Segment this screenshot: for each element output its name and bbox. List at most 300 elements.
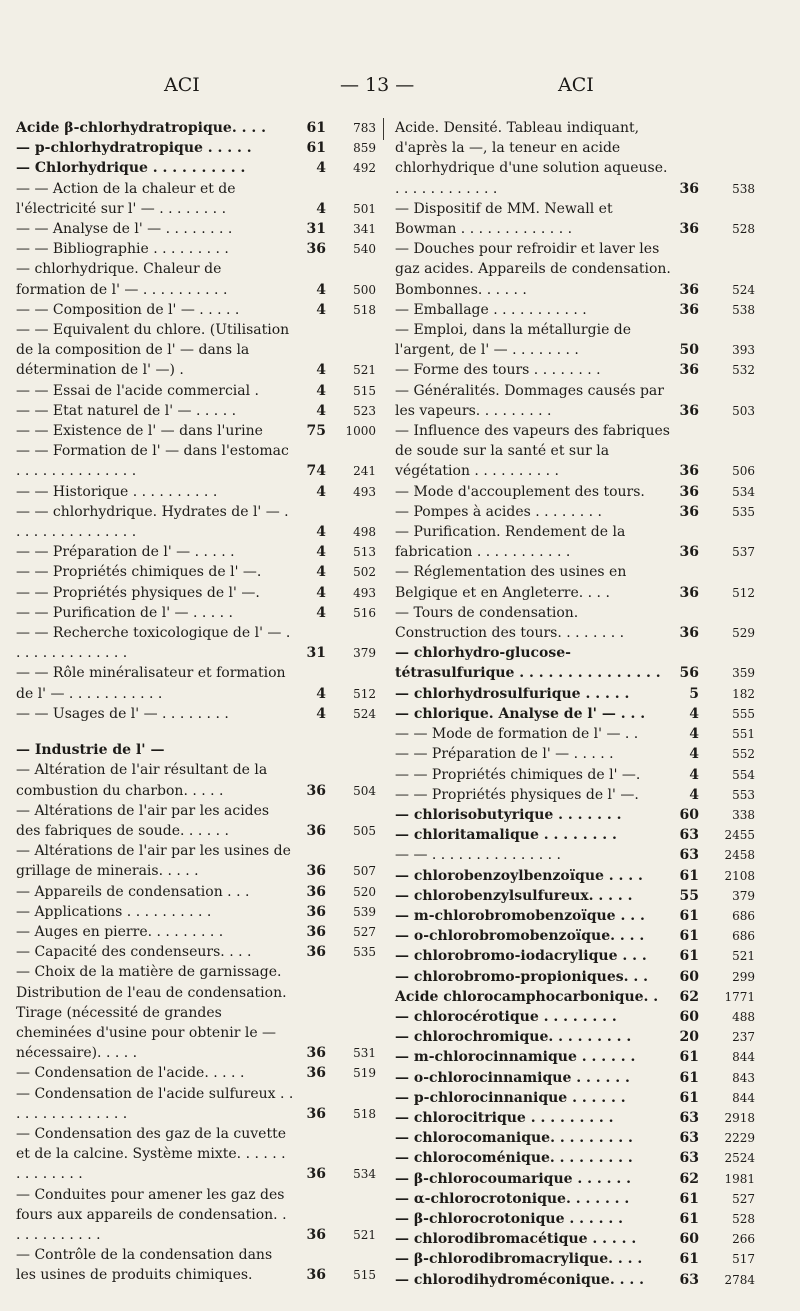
entry-text: — Influence des vapeurs des fabriques de soude sur la santé et sur la végétation . . . . . . . . . .: [395, 423, 675, 480]
entry-page: 523: [353, 403, 376, 418]
index-entry: [395, 360, 755, 380]
entry-text: — Pompes à acides . . . . . . . .: [395, 503, 602, 520]
index-entry: [16, 320, 376, 381]
entry-volume: 4: [689, 705, 699, 722]
index-entry: [395, 926, 755, 946]
index-entry: [395, 300, 755, 320]
entry-volume: 4: [316, 604, 326, 621]
index-entry: [16, 482, 376, 502]
entry-volume: 55: [679, 887, 699, 904]
entry-text: — Emballage . . . . . . . . . . .: [395, 301, 587, 318]
entry-volume: 60: [679, 968, 699, 985]
entry-text: — — . . . . . . . . . . . . . . .: [395, 847, 561, 864]
entry-volume: 62: [679, 988, 699, 1005]
index-entry: [16, 760, 376, 800]
index-entry: [395, 1189, 755, 1209]
entry-page: 539: [353, 904, 376, 919]
index-entry: [395, 987, 755, 1007]
index-entry: [16, 441, 376, 481]
entry-volume: 4: [689, 746, 699, 763]
index-entry: [395, 502, 755, 522]
index-entry: [16, 138, 376, 158]
entry-page: 513: [353, 545, 376, 560]
entry-text: — Tours de condensation. Construction des tours. . . . . . . .: [395, 604, 625, 642]
index-entry: [395, 118, 755, 199]
entry-volume: 50: [679, 342, 699, 359]
index-entry: [16, 259, 376, 299]
index-entry: [16, 704, 376, 724]
entry-volume: 36: [679, 221, 699, 238]
entry-text: — Applications . . . . . . . . . .: [16, 903, 212, 920]
entry-volume: 36: [306, 903, 326, 920]
entry-text: Acide β-chlorhydratropique. . . .: [16, 120, 266, 136]
entry-text: — Condensation des gaz de la cuvette et de la calcine. Système mixte. . . . . . . . . . . . . .: [16, 1125, 291, 1183]
entry-text: — Altérations de l'air par les acides des fabriques de soude. . . . . .: [16, 802, 274, 839]
index-entry: [16, 158, 376, 178]
entry-text: — — Essai de l'acide commercial .: [16, 382, 259, 399]
entry-page: 844: [732, 1090, 755, 1105]
entry-text: — chlorocitrique . . . . . . . . .: [395, 1109, 614, 1126]
index-entry: [395, 825, 755, 845]
entry-page: 1981: [724, 1171, 755, 1186]
entry-page: 237: [732, 1030, 755, 1045]
entry-volume: 61: [679, 1251, 699, 1268]
entry-page: 534: [732, 484, 755, 499]
entry-page: 518: [353, 302, 376, 317]
entry-text: Acide. Densité. Tableau indiquant, d'après la —, la teneur en acide chlorhydrique d'une solution aqueuse. . . . . . . . . . . . .: [395, 120, 672, 197]
entry-volume: 61: [679, 1049, 699, 1066]
entry-text: — α-chlorocrotonique. . . . . . .: [395, 1190, 630, 1207]
index-entry: [16, 623, 376, 663]
entry-volume: 63: [679, 1150, 699, 1167]
entry-page: 520: [353, 884, 376, 899]
entry-text: — — Propriétés physiques de l' —.: [16, 584, 260, 601]
index-entry: [395, 562, 755, 602]
entry-text: — — Existence de l' — dans l'urine: [16, 423, 263, 440]
entry-page: 498: [353, 525, 376, 540]
page-number: — 13 —: [340, 74, 415, 96]
entry-page: 504: [353, 783, 376, 798]
entry-page: 535: [353, 945, 376, 960]
entry-page: 527: [353, 924, 376, 939]
entry-page: 843: [732, 1070, 755, 1085]
index-entry: [395, 765, 755, 785]
entry-page: 341: [353, 222, 376, 237]
header-left-keyword: ACI: [164, 74, 200, 96]
index-entry: [16, 583, 376, 603]
entry-volume: 61: [679, 1089, 699, 1106]
entry-text: — Forme des tours . . . . . . . .: [395, 362, 601, 379]
entry-volume: 4: [316, 544, 326, 561]
entry-volume: 36: [679, 584, 699, 601]
entry-volume: 4: [316, 382, 326, 399]
entry-page: 518: [353, 1106, 376, 1121]
entry-page: 2108: [724, 868, 755, 883]
entry-volume: 61: [679, 1190, 699, 1207]
index-entry: [16, 663, 376, 703]
entry-page: 393: [732, 343, 755, 358]
entry-page: 553: [732, 787, 755, 802]
entry-page: 338: [732, 807, 755, 822]
entry-volume: 63: [679, 1130, 699, 1147]
entry-page: 528: [732, 1211, 755, 1226]
entry-volume: 63: [679, 827, 699, 844]
entry-page: 493: [353, 484, 376, 499]
index-entry: [16, 381, 376, 401]
entry-text: — m-chlorobromobenzoïque . . .: [395, 907, 645, 924]
entry-volume: 61: [679, 1069, 699, 1086]
entry-page: 538: [732, 181, 755, 196]
entry-page: 528: [732, 222, 755, 237]
index-entry: [16, 882, 376, 902]
entry-text: — Dispositif de MM. Newall et Bowman . . . . . . . . . . . . .: [395, 200, 618, 238]
entry-text: — — Usages de l' — . . . . . . . .: [16, 705, 229, 722]
entry-volume: 61: [679, 867, 699, 884]
index-entry: [395, 1148, 755, 1168]
index-entry: [395, 805, 755, 825]
entry-text: — — Bibliographie . . . . . . . . .: [16, 241, 229, 258]
entry-page: 540: [353, 242, 376, 257]
index-entry: [16, 421, 376, 441]
entry-text: — chlorochromique. . . . . . . . .: [395, 1029, 632, 1046]
entry-volume: 36: [306, 822, 326, 839]
entry-page: 538: [732, 302, 755, 317]
index-entry: [395, 522, 755, 562]
entry-text: — Contrôle de la condensation dans les usines de produits chimiques.: [16, 1247, 277, 1284]
entry-text: — Altérations de l'air par les usines de grillage de minerais. . . . .: [16, 843, 296, 880]
entry-page: 529: [732, 626, 755, 641]
entry-page: 521: [732, 949, 755, 964]
index-entry: [16, 179, 376, 219]
index-entry: [395, 1068, 755, 1088]
entry-volume: 4: [689, 786, 699, 803]
entry-page: 783: [353, 121, 376, 135]
page-header: [0, 74, 800, 104]
index-entry: [395, 724, 755, 744]
index-entry: [395, 1249, 755, 1269]
entry-page: 551: [732, 727, 755, 742]
entry-volume: 4: [689, 726, 699, 743]
entry-volume: 4: [316, 301, 326, 318]
entry-volume: 4: [316, 402, 326, 419]
index-entry: [395, 866, 755, 886]
index-entry: [395, 603, 755, 643]
index-entry: [16, 562, 376, 582]
entry-page: 2524: [724, 1151, 755, 1166]
index-entry: [395, 906, 755, 926]
entry-text: — Réglementation des usines en Belgique et en Angleterre. . . .: [395, 564, 631, 601]
index-entry: [395, 946, 755, 966]
entry-volume: 61: [679, 928, 699, 945]
index-entry: [16, 1084, 376, 1124]
index-entry: [395, 785, 755, 805]
index-entry: [395, 1088, 755, 1108]
index-entry: [395, 684, 755, 704]
index-entry: [16, 401, 376, 421]
entry-text: — p-chlorocinnanique . . . . . .: [395, 1089, 626, 1106]
entry-text: — — Préparation de l' — . . . . .: [16, 544, 235, 561]
entry-page: 493: [353, 585, 376, 600]
entry-text: — chlorhydrique. Chaleur de formation de l' — . . . . . . . . . .: [16, 261, 228, 298]
entry-text: — — Propriétés physiques de l' —.: [395, 786, 639, 803]
index-entry: [395, 239, 755, 300]
entry-volume: 4: [689, 766, 699, 783]
entry-page: 515: [353, 383, 376, 398]
entry-text: Acide chlorocamphocarbonique. .: [395, 988, 659, 1005]
entry-volume: 4: [316, 685, 326, 702]
index-entry: [395, 1169, 755, 1189]
column-divider: [383, 118, 384, 140]
entry-text: — — Propriétés chimiques de l' —.: [395, 766, 641, 783]
entry-page: 241: [353, 464, 376, 479]
entry-volume: 63: [679, 1109, 699, 1126]
entry-page: 500: [353, 282, 376, 297]
entry-volume: 61: [306, 120, 326, 136]
entry-volume: 36: [306, 1045, 326, 1062]
entry-page: 505: [353, 823, 376, 838]
entry-text: — m-chlorocinnamique . . . . . .: [395, 1049, 636, 1066]
index-entry: [16, 922, 376, 942]
entry-text: — — Etat naturel de l' — . . . . .: [16, 402, 237, 419]
entry-page: 524: [353, 706, 376, 721]
entry-text: — — Propriétés chimiques de l' —.: [16, 564, 262, 581]
entry-volume: 36: [679, 625, 699, 642]
index-entry: [16, 942, 376, 962]
entry-page: 524: [732, 282, 755, 297]
index-entry: [395, 744, 755, 764]
index-entry: [395, 381, 755, 421]
entry-volume: 36: [306, 883, 326, 900]
entry-text: — chlorhydro-glucose-tétrasulfurique . . . . . . . . . . . . . . .: [395, 645, 661, 682]
entry-page: 1771: [724, 989, 755, 1004]
entry-page: 844: [732, 1050, 755, 1065]
entry-volume: 4: [316, 705, 326, 722]
entry-page: 519: [353, 1066, 376, 1081]
index-entry: [395, 967, 755, 987]
entry-volume: 61: [679, 907, 699, 924]
entry-volume: 75: [306, 423, 326, 440]
entry-page: 552: [732, 747, 755, 762]
index-entry: [395, 886, 755, 906]
entry-text: — Auges en pierre. . . . . . . . .: [16, 923, 224, 940]
index-entry: [16, 118, 376, 138]
entry-page: 503: [732, 403, 755, 418]
entry-page: 537: [732, 545, 755, 560]
index-entry: [395, 421, 755, 482]
entry-volume: 36: [306, 1065, 326, 1082]
entry-text: — chlorisobutyrique . . . . . . .: [395, 806, 622, 823]
entry-volume: 60: [679, 806, 699, 823]
index-entry: [16, 1245, 376, 1285]
entry-page: 379: [353, 646, 376, 661]
index-entry: [395, 704, 755, 724]
entry-text: — Généralités. Dommages causés par les vapeurs. . . . . . . . .: [395, 382, 669, 419]
entry-volume: 36: [306, 1105, 326, 1122]
entry-page: 555: [732, 706, 755, 721]
entry-text: — Mode d'accouplement des tours.: [395, 483, 645, 500]
entry-page: 554: [732, 767, 755, 782]
index-entry: [395, 482, 755, 502]
entry-text: — o-chlorobromobenzoïque. . . .: [395, 928, 645, 945]
entry-volume: 74: [306, 463, 326, 480]
index-entry: [16, 502, 376, 542]
index-entry: [16, 239, 376, 259]
entry-volume: 60: [679, 1231, 699, 1248]
index-entry: [16, 300, 376, 320]
entry-text: — Capacité des condenseurs. . . .: [16, 944, 252, 961]
entry-text: — Emploi, dans la métallurgie de l'argent, de l' — . . . . . . . .: [395, 322, 636, 359]
entry-page: 527: [732, 1191, 755, 1206]
entry-page: 531: [353, 1046, 376, 1061]
entry-volume: 61: [679, 1210, 699, 1227]
entry-volume: 36: [306, 863, 326, 880]
entry-text: — β-chlorocrotonique . . . . . .: [395, 1210, 623, 1227]
entry-volume: 36: [679, 180, 699, 197]
entry-text: — chlorocérotique . . . . . . . .: [395, 1008, 617, 1025]
entry-page: 182: [732, 686, 755, 701]
entry-volume: 4: [316, 524, 326, 541]
entry-text: — — Equivalent du chlore. (Utilisation de la composition de l' — dans la détermination de l' —) .: [16, 322, 294, 379]
entry-volume: 20: [679, 1029, 699, 1046]
entry-text: — — Purification de l' — . . . . .: [16, 604, 234, 621]
entry-text: — chlorique. Analyse de l' — . . .: [395, 705, 646, 722]
index-entry: [16, 841, 376, 881]
index-entry: [16, 801, 376, 841]
entry-page: 506: [732, 464, 755, 479]
entry-text: — — Historique . . . . . . . . . .: [16, 483, 218, 500]
right-column: [395, 118, 755, 1290]
entry-page: 379: [732, 888, 755, 903]
entry-text: — Chlorhydrique . . . . . . . . . .: [16, 160, 246, 177]
index-entry: [395, 1128, 755, 1148]
entry-text: — chlorobromo-propioniques. . .: [395, 968, 648, 985]
entry-text: — chlorhydrosulfurique . . . . .: [395, 685, 630, 702]
entry-volume: 62: [679, 1170, 699, 1187]
entry-volume: 36: [679, 402, 699, 419]
entry-text: — Douches pour refroidir et laver les gaz acides. Appareils de condensation. Bombonnes. . . . . .: [395, 241, 676, 298]
index-entry: [395, 643, 755, 683]
entry-volume: 36: [679, 483, 699, 500]
entry-page: 521: [353, 1227, 376, 1242]
entry-text: — Industrie de l' —: [16, 742, 165, 759]
entry-text: — Condensation de l'acide. . . . .: [16, 1065, 245, 1082]
entry-page: 359: [732, 666, 755, 681]
entry-text: — β-chlorodibromacrylique. . . .: [395, 1251, 643, 1268]
entry-volume: 36: [679, 544, 699, 561]
entry-volume: 4: [316, 281, 326, 298]
entry-page: 492: [353, 161, 376, 176]
entry-volume: 36: [306, 1166, 326, 1183]
entry-page: 2784: [724, 1272, 755, 1287]
entry-text: — chlorobenzoylbenzoïque . . . .: [395, 867, 643, 884]
entry-page: 299: [732, 969, 755, 984]
entry-page: 2458: [724, 848, 755, 863]
index-entry: [16, 603, 376, 623]
entry-page: 512: [353, 686, 376, 701]
entry-text: — — Action de la chaleur et de l'électricité sur l' — . . . . . . . .: [16, 180, 241, 217]
entry-page: 686: [732, 929, 755, 944]
entry-text: — chlorobromo-iodacrylique . . .: [395, 948, 647, 965]
entry-text: — Condensation de l'acide sulfureux . . . . . . . . . . . . . . .: [16, 1085, 298, 1122]
entry-volume: 36: [306, 923, 326, 940]
index-entry: [16, 1124, 376, 1185]
entry-volume: 61: [306, 140, 326, 157]
section-gap: [16, 724, 376, 740]
index-entry: [16, 740, 376, 760]
entry-volume: 5: [689, 685, 699, 702]
entry-text: — — Composition de l' — . . . . .: [16, 301, 240, 318]
entry-page: 517: [732, 1252, 755, 1267]
entry-page: 859: [353, 141, 376, 156]
entry-volume: 61: [679, 948, 699, 965]
entry-text: — — Formation de l' — dans l'estomac . . . . . . . . . . . . . .: [16, 443, 294, 480]
entry-volume: 36: [306, 944, 326, 961]
index-entry: [16, 1185, 376, 1246]
entry-volume: 36: [679, 503, 699, 520]
entry-page: 501: [353, 201, 376, 216]
index-entry: [395, 320, 755, 360]
entry-text: — chlorodibromacétique . . . . .: [395, 1231, 637, 1248]
entry-volume: 36: [306, 782, 326, 799]
entry-text: — Purification. Rendement de la fabrication . . . . . . . . . . .: [395, 524, 630, 561]
entry-page: 488: [732, 1009, 755, 1024]
entry-page: 2455: [724, 828, 755, 843]
entry-page: 534: [353, 1167, 376, 1182]
index-entry: [395, 1108, 755, 1128]
entry-volume: 36: [306, 1226, 326, 1243]
entry-page: 521: [353, 363, 376, 378]
index-entry: [395, 1270, 755, 1290]
entry-volume: 63: [679, 1271, 699, 1288]
entry-page: 516: [353, 605, 376, 620]
entry-page: 502: [353, 565, 376, 580]
index-entry: [16, 219, 376, 239]
entry-text: — — Préparation de l' — . . . . .: [395, 746, 614, 763]
entry-text: — Conduites pour amener les gaz des fours aux appareils de condensation. . . . . . . . . . . .: [16, 1186, 291, 1243]
entry-page: 2918: [724, 1110, 755, 1125]
entry-text: — β-chlorocoumarique . . . . . .: [395, 1170, 632, 1187]
entry-volume: 4: [316, 200, 326, 217]
index-entry: [395, 845, 755, 865]
index-entry: [395, 1229, 755, 1249]
entry-page: 2229: [724, 1131, 755, 1146]
entry-volume: 36: [679, 301, 699, 318]
entry-page: 512: [732, 585, 755, 600]
entry-page: 266: [732, 1232, 755, 1247]
entry-volume: 36: [679, 362, 699, 379]
entry-page: 686: [732, 908, 755, 923]
entry-text: — — Analyse de l' — . . . . . . . .: [16, 221, 233, 238]
index-entry: [395, 1209, 755, 1229]
index-entry: [395, 1047, 755, 1067]
entry-page: 515: [353, 1268, 376, 1283]
entry-volume: 4: [316, 564, 326, 581]
entry-text: — — Recherche toxicologique de l' — . . . . . . . . . . . . . .: [16, 625, 295, 662]
header-right-keyword: ACI: [558, 74, 594, 96]
entry-text: — Choix de la matière de garnissage. Distribution de l'eau de condensation. Tirage (nécessité de grandes cheminées d'usine pour obtenir le — nécessaire). . . . .: [16, 964, 292, 1062]
index-entry: [395, 199, 755, 239]
entry-page: 535: [732, 504, 755, 519]
entry-volume: 60: [679, 1008, 699, 1025]
entry-text: — chlorocomanique. . . . . . . . .: [395, 1130, 633, 1147]
index-entry: [16, 1063, 376, 1083]
entry-text: — p-chlorhydratropique . . . . .: [16, 140, 252, 157]
entry-text: — chlorobenzylsulfureux. . . . .: [395, 887, 633, 904]
entry-text: — o-chlorocinnamique . . . . . .: [395, 1069, 630, 1086]
entry-volume: 36: [679, 281, 699, 298]
entry-volume: 4: [316, 160, 326, 177]
entry-text: — — chlorhydrique. Hydrates de l' — . . . . . . . . . . . . . . .: [16, 503, 294, 541]
